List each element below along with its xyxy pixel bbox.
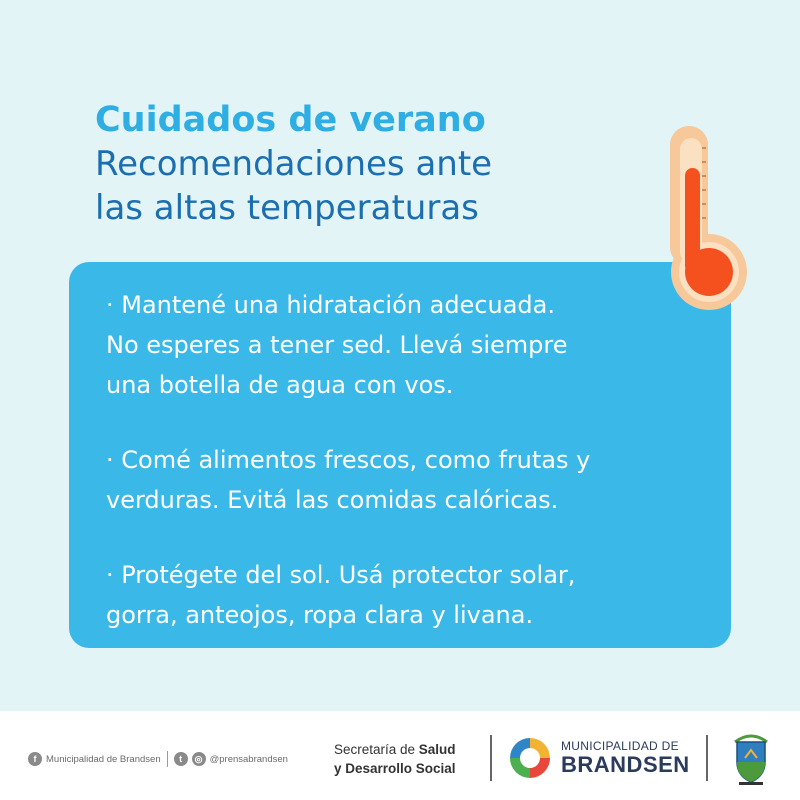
tip-text: gorra, anteojos, ropa clara y livana. [106,601,534,629]
page-subtitle-line-1: Recomendaciones ante [95,144,493,184]
tip-text: · Comé alimentos frescos, como frutas y [106,446,591,474]
tip-item [106,555,696,635]
tip-item [106,440,696,520]
tip-item [106,285,696,405]
municipality-name [561,739,690,777]
municipality-line2: BRANDSEN [561,752,690,777]
facebook-name[interactable]: Municipalidad de Brandsen [46,753,161,765]
social-links [28,751,288,767]
municipality-logo [507,735,553,781]
tip-text: No esperes a tener sed. Llevá siempre [106,331,568,359]
page-title: Cuidados de verano [95,100,486,140]
instagram-icon[interactable]: ◎ [192,752,206,766]
headline [95,98,655,230]
secretaria-label [334,740,456,778]
secretaria-prefix: Secretaría de [334,742,419,757]
thermometer-icon [660,120,760,320]
tip-text: · Mantené una hidratación adecuada. [106,291,556,319]
municipality-line1: MUNICIPALIDAD DE [561,739,679,753]
tip-text: una botella de agua con vos. [106,371,454,399]
secretaria-salud: Salud [418,742,456,757]
tip-text: · Protégete del sol. Usá protector solar, [106,561,576,589]
tips-list [106,285,696,635]
page-subtitle-line-2: las altas temperaturas [95,188,479,228]
facebook-icon[interactable]: f [28,752,42,766]
secretaria-line2: y Desarrollo Social [334,761,456,776]
tip-text: verduras. Evitá las comidas calóricas. [106,486,559,514]
twitter-icon[interactable]: t [174,752,188,766]
divider [706,735,708,781]
divider [490,735,492,781]
coat-of-arms [727,728,775,786]
social-handle[interactable]: @prensabrandsen [209,753,288,765]
divider [167,751,168,767]
